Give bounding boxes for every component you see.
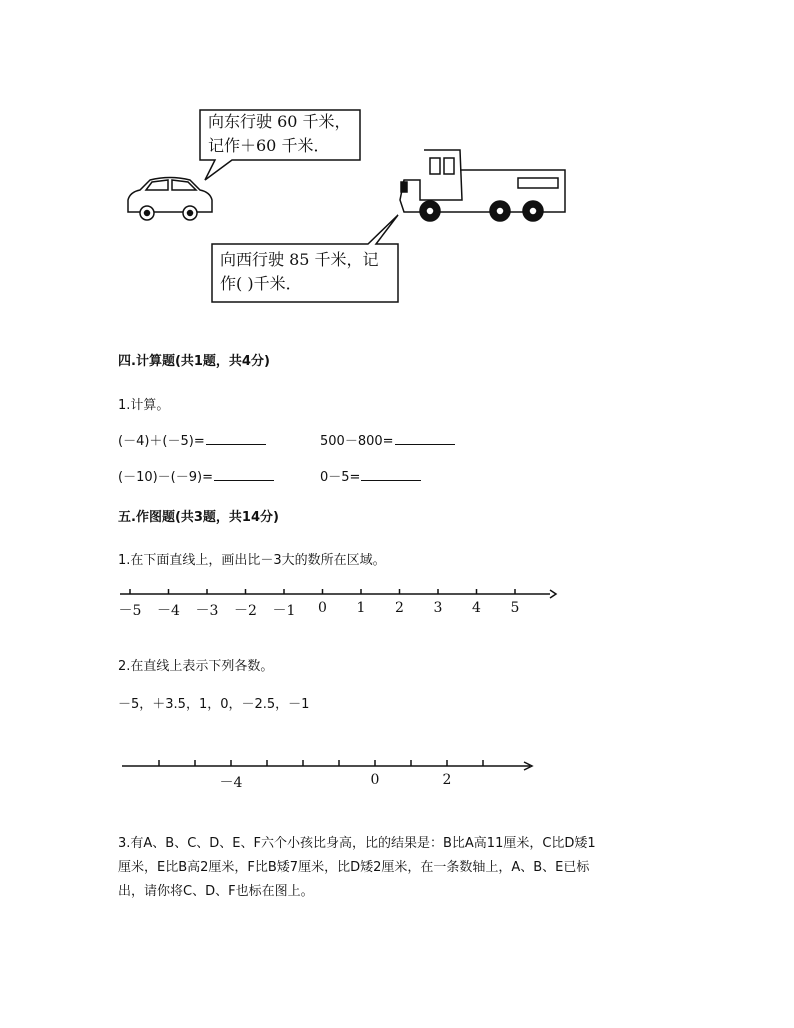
- number-line-1-tick-label: 1: [356, 600, 366, 616]
- answer-blank[interactable]: [361, 468, 421, 481]
- answer-blank[interactable]: [214, 468, 274, 481]
- number-line-2-tick-label: 0: [370, 772, 380, 788]
- number-line-1-tick-label: 4: [472, 600, 481, 616]
- q3-line2: 厘米，E比B高2厘米，F比B矮7厘米，比D矮2厘米，在一条数轴上，A、B、E已标: [118, 860, 590, 875]
- calc-item-2: [320, 430, 455, 449]
- car-bubble-line2: 记作＋60 千米．: [208, 136, 330, 155]
- number-line-1-tick-label: －3: [195, 603, 219, 619]
- number-line-1-ticks: [130, 589, 515, 594]
- answer-blank[interactable]: [206, 432, 266, 445]
- q3-line3: 出，请你将C、D、F也标在图上。: [118, 884, 314, 899]
- calc-expr: (－4)＋(－5)=: [118, 434, 205, 449]
- calc-item-4: [320, 466, 421, 485]
- section4-title: 四.计算题(共1题，共4分): [118, 354, 270, 369]
- calc-expr: (－10)－(－9)=: [118, 470, 213, 485]
- number-line-1-tick-label: －4: [157, 603, 180, 619]
- number-line-1-arrow: [550, 590, 556, 598]
- car-bubble-line1: 向东行驶 60 千米，: [208, 112, 351, 131]
- car-bubble-text: [208, 110, 351, 158]
- truck-bubble-line1: 向西行驶 85 千米，记: [220, 250, 379, 269]
- car-icon: [128, 178, 212, 221]
- number-line-2-tick-label: －4: [219, 775, 243, 791]
- section5-q3: [118, 832, 698, 904]
- calc-item-1: [118, 430, 266, 449]
- truck-bubble-line2: 作( )千米．: [220, 274, 302, 293]
- q3-line1: 3.有A、B、C、D、E、F六个小孩比身高，比的结果是：B比A高11厘米，C比D矮1: [118, 836, 596, 851]
- section5-title: 五.作图题(共3题，共14分): [118, 510, 279, 525]
- number-line-1-tick-label: 0: [318, 600, 327, 616]
- number-line-2-ticks: [159, 760, 483, 766]
- number-line-1-tick-label: －1: [272, 603, 296, 619]
- calc-item-3: [118, 466, 274, 485]
- number-line-1-tick-label: 5: [510, 600, 520, 616]
- illustration: [0, 0, 794, 320]
- number-line-1-tick-label: 3: [433, 600, 443, 616]
- number-line-1-tick-label: 2: [395, 600, 404, 616]
- section5-q2-numbers: －5，＋3.5，1，0，－2.5，－1: [118, 697, 310, 712]
- truck-icon: [400, 150, 565, 221]
- number-line-1-tick-label: －2: [234, 603, 257, 619]
- section5-q1-title: 1.在下面直线上，画出比－3大的数所在区域。: [118, 553, 386, 568]
- section4-q1-title: 1.计算。: [118, 398, 170, 413]
- calc-expr: 0－5=: [320, 470, 361, 485]
- answer-blank[interactable]: [395, 432, 455, 445]
- number-line-1-tick-label: －5: [118, 603, 142, 619]
- number-line-2-arrow: [524, 762, 532, 770]
- calc-expr: 500－800=: [320, 434, 394, 449]
- section5-q2-title: 2.在直线上表示下列各数。: [118, 659, 274, 674]
- number-line-2-tick-label: 2: [442, 772, 452, 788]
- truck-bubble-text: [220, 248, 379, 296]
